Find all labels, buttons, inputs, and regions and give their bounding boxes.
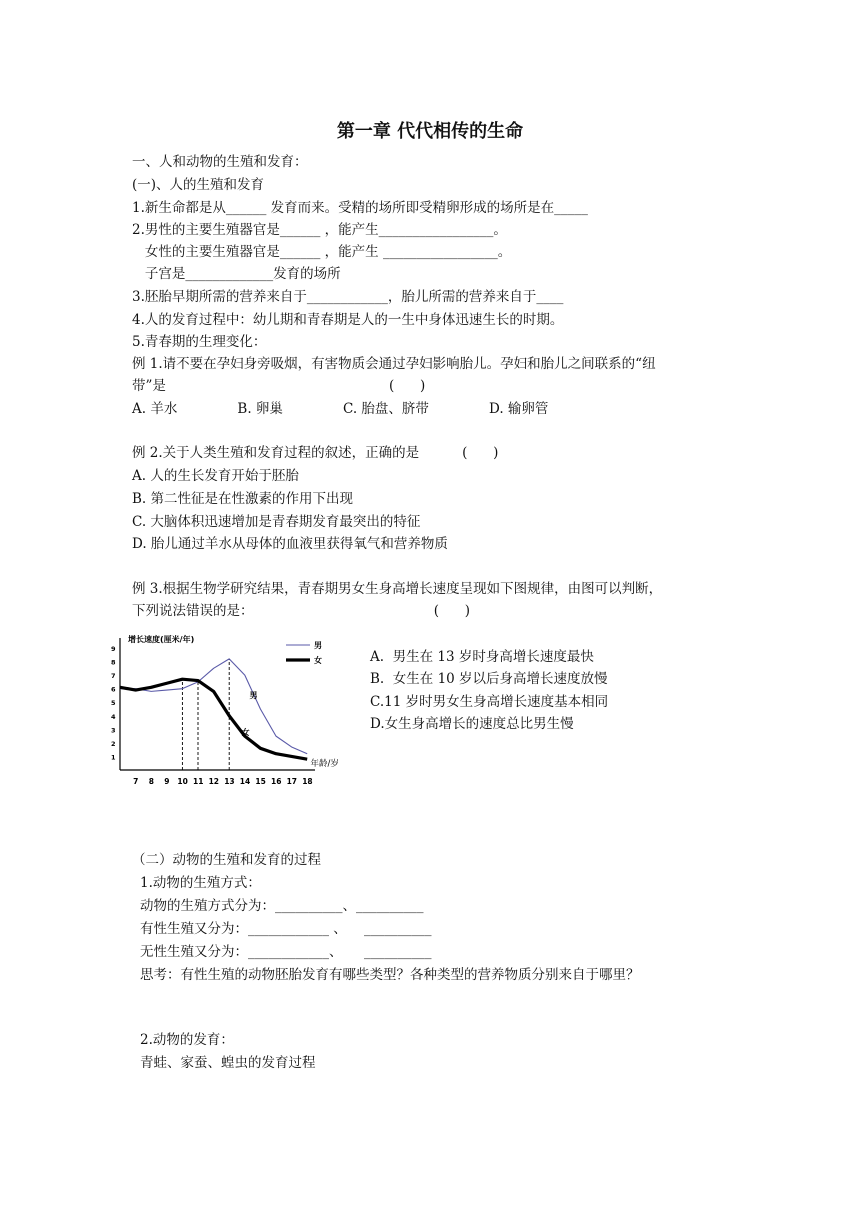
y-tick-label: 5 [111, 699, 116, 708]
section-heading: 一、人和动物的生殖和发育： [132, 154, 308, 170]
example-3-option-a: A. 男生在 13 岁时身高增长速度最快 [370, 649, 594, 665]
x-tick-label: 14 [239, 777, 251, 786]
thinking-question: 思考：有性生殖的动物胚胎发育有哪些类型？各种类型的营养物质分别来自于哪里？ [140, 967, 640, 983]
page-title: 第一章 代代相传的生命 [336, 121, 524, 142]
x-tick-label: 10 [177, 777, 188, 786]
section-2-heading: （二）动物的生殖和发育的过程 [132, 852, 321, 868]
example-2-option-c: C. 大脑体积迅速增加是青春期发育最突出的特征 [132, 514, 421, 530]
y-tick-label: 2 [111, 739, 116, 748]
section-2-item-1: 1.动物的生殖方式： [140, 875, 261, 891]
y-axis-label: 增长速度(厘米/年) [128, 635, 195, 644]
x-tick-label: 7 [133, 777, 139, 786]
development-process: 青蛙、家蚕、蝗虫的发育过程 [140, 1055, 316, 1071]
curve-label-female: 女 [241, 727, 250, 737]
question-2-uterus: 子宫是_____________发育的场所 [132, 266, 341, 282]
example-2-option-a: A. 人的生长发育开始于胚胎 [132, 468, 299, 484]
example-1-options: A. 羊水 B. 卵巢 C. 胎盘、脐带 D. 输卵管 [132, 401, 549, 417]
example-1-line-2: 带”是 ( ) [132, 378, 426, 394]
legend-label-female: 女 [314, 656, 322, 665]
reproduction-types: 动物的生殖方式分为：__________、__________ [140, 898, 424, 914]
question-2: 2.男性的主要生殖器官是______ ，能产生_________________。 [132, 222, 507, 238]
example-2-option-d: D. 胎儿通过羊水从母体的血液里获得氧气和营养物质 [132, 536, 448, 552]
example-1-line-1: 例 1.请不要在孕妇身旁吸烟，有害物质会通过孕妇影响胎儿。孕妇和胎儿之间联系的“纽 [132, 356, 656, 372]
question-5: 5.青春期的生理变化： [132, 334, 267, 350]
y-tick-label: 8 [111, 658, 116, 667]
subsection-heading: (一)、人的生殖和发育 [132, 177, 265, 193]
y-tick-label: 6 [111, 685, 116, 694]
asexual-reproduction-types: 无性生殖又分为：____________、 __________ [140, 944, 432, 960]
y-tick-label: 3 [111, 726, 116, 735]
sexual-reproduction-types: 有性生殖又分为：____________ 、 __________ [140, 921, 432, 937]
x-tick-label: 17 [286, 777, 298, 786]
example-3-line-2: 下列说法错误的是： ( ) [132, 603, 471, 619]
x-tick-label: 8 [148, 777, 154, 786]
y-tick-label: 7 [111, 672, 116, 681]
question-1: 1.新生命都是从______ 发育而来。受精的场所即受精卵形成的场所是在_____ [132, 200, 588, 216]
y-tick-label: 1 [111, 753, 116, 762]
example-3-option-c: C.11 岁时男女生身高增长速度基本相同 [370, 694, 609, 710]
example-2-option-b: B. 第二性征是在性激素的作用下出现 [132, 491, 354, 507]
series-line-male [120, 659, 307, 754]
x-tick-label: 15 [255, 777, 266, 786]
question-4: 4.人的发育过程中：幼儿期和青春期是人的一生中身体迅速生长的时期。 [132, 312, 564, 328]
x-tick-label: 9 [164, 777, 170, 786]
curve-label-male: 男 [249, 691, 258, 701]
example-2-stem: 例 2.关于人类生殖和发育过程的叙述，正确的是 ( ) [132, 445, 499, 461]
growth-rate-chart [108, 630, 358, 795]
example-3-option-d: D.女生身高增长的速度总比男生慢 [370, 716, 574, 732]
question-3: 3.胚胎早期所需的营养来自于____________，胎儿所需的营养来自于____ [132, 289, 564, 305]
x-axis-label: 年龄/岁 [310, 759, 339, 769]
x-tick-label: 16 [271, 777, 282, 786]
example-3-option-b: B. 女生在 10 岁以后身高增长速度放慢 [370, 671, 608, 687]
question-2-female: 女性的主要生殖器官是______ ，能产生 _________________。 [132, 244, 512, 260]
y-tick-label: 9 [111, 645, 116, 653]
x-tick-label: 12 [208, 777, 220, 786]
legend-label-male: 男 [314, 641, 322, 650]
x-tick-label: 13 [224, 777, 235, 786]
section-2-item-2: 2.动物的发育： [140, 1032, 234, 1048]
y-tick-label: 4 [111, 712, 116, 721]
example-3-line-1: 例 3.根据生物学研究结果，青春期男女生身高增长速度呈现如下图规律，由图可以判断， [132, 581, 663, 597]
x-tick-label: 11 [193, 777, 204, 786]
x-tick-label: 18 [302, 777, 313, 786]
